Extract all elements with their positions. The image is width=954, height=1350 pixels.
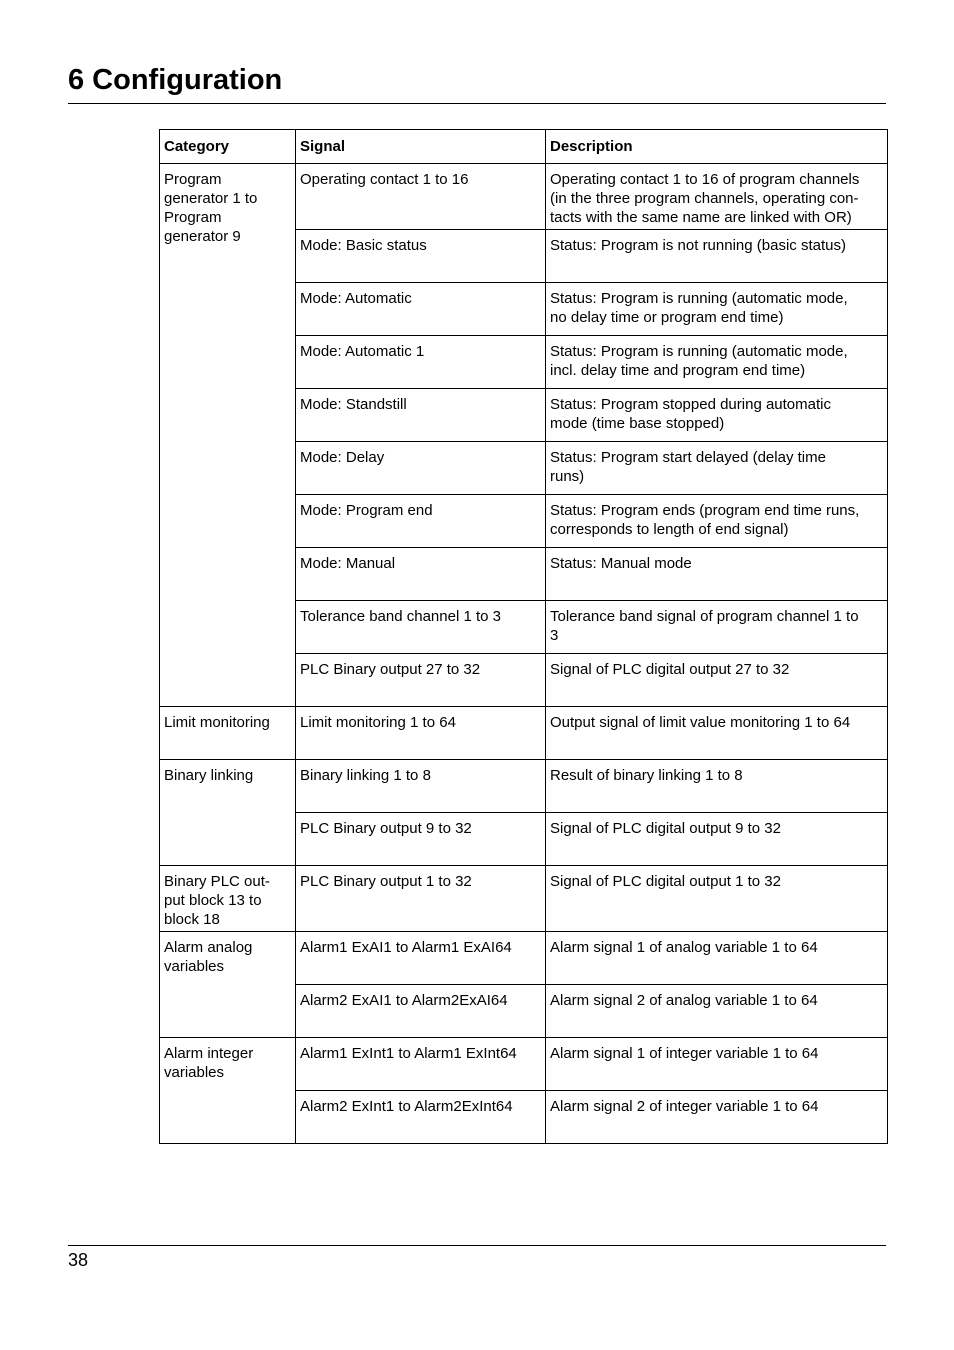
description-cell <box>546 389 888 442</box>
description-cell <box>546 1038 888 1091</box>
description-text: Status: Program is running (automatic mode, incl. delay time and program end time) <box>550 343 848 379</box>
category-cell <box>160 760 296 866</box>
category-cell <box>160 932 296 1038</box>
signal-cell: PLC Binary output 27 to 32 <box>296 654 546 707</box>
table-header-row <box>160 130 888 164</box>
description-text: Alarm signal 2 of integer variable 1 to 64 <box>550 1098 819 1115</box>
category-label: Program generator 1 to Program generator 9 <box>164 171 258 245</box>
description-cell <box>546 932 888 985</box>
category-cell <box>160 164 296 707</box>
description-text: Status: Program start delayed (delay time runs) <box>550 449 826 485</box>
category-cell <box>160 707 296 760</box>
description-text: Status: Program ends (program end time runs, corresponds to length of end signal) <box>550 502 860 538</box>
description-cell <box>546 283 888 336</box>
signal-cell: Operating contact 1 to 16 <box>296 164 546 230</box>
table-row <box>160 760 888 813</box>
table-row <box>160 866 888 932</box>
description-text: Status: Program stopped during automatic mode (time base stopped) <box>550 396 831 432</box>
description-cell <box>546 601 888 654</box>
table-row <box>160 707 888 760</box>
page-number: 38 <box>68 1250 89 1270</box>
description-text: Operating contact 1 to 16 of program channels (in the three program channels, operating con- tacts with the same name are linked with OR) <box>550 171 860 226</box>
description-text: Output signal of limit value monitoring 1 to 64 <box>550 714 851 731</box>
category-label: Alarm analog variables <box>164 939 253 975</box>
signal-cell: Mode: Delay <box>296 442 546 495</box>
signal-cell: Mode: Manual <box>296 548 546 601</box>
description-cell <box>546 548 888 601</box>
column-header-signal: Signal <box>296 130 546 164</box>
description-cell <box>546 442 888 495</box>
description-text: Alarm signal 1 of integer variable 1 to 64 <box>550 1045 819 1062</box>
description-cell <box>546 1091 888 1144</box>
column-header-category: Category <box>160 130 296 164</box>
signal-cell: PLC Binary output 1 to 32 <box>296 866 546 932</box>
signal-cell: Mode: Automatic <box>296 283 546 336</box>
description-cell <box>546 336 888 389</box>
header-divider <box>68 103 886 104</box>
footer-divider <box>68 1245 886 1246</box>
table-row <box>160 164 888 230</box>
category-cell <box>160 1038 296 1144</box>
description-text: Status: Manual mode <box>550 555 692 572</box>
description-cell <box>546 866 888 932</box>
signal-cell: Mode: Program end <box>296 495 546 548</box>
signal-cell: Mode: Automatic 1 <box>296 336 546 389</box>
description-text: Result of binary linking 1 to 8 <box>550 767 743 784</box>
signal-cell: Binary linking 1 to 8 <box>296 760 546 813</box>
description-text: Signal of PLC digital output 9 to 32 <box>550 820 781 837</box>
signal-cell: Alarm1 ExAI1 to Alarm1 ExAI64 <box>296 932 546 985</box>
category-label: Alarm integer variables <box>164 1045 254 1081</box>
signal-cell: Mode: Basic status <box>296 230 546 283</box>
category-label: Binary PLC out- put block 13 to block 18 <box>164 873 270 928</box>
category-label: Limit monitoring <box>164 714 270 731</box>
table-row <box>160 932 888 985</box>
description-text: Alarm signal 2 of analog variable 1 to 64 <box>550 992 818 1009</box>
signal-table <box>159 129 888 1144</box>
column-header-description: Description <box>546 130 888 164</box>
signal-cell: Alarm1 ExInt1 to Alarm1 ExInt64 <box>296 1038 546 1091</box>
description-cell <box>546 813 888 866</box>
description-text: Tolerance band signal of program channel 1 to 3 <box>550 608 859 644</box>
description-text: Alarm signal 1 of analog variable 1 to 64 <box>550 939 818 956</box>
description-text: Signal of PLC digital output 27 to 32 <box>550 661 790 678</box>
signal-cell: Alarm2 ExInt1 to Alarm2ExInt64 <box>296 1091 546 1144</box>
signal-cell: Limit monitoring 1 to 64 <box>296 707 546 760</box>
description-cell <box>546 164 888 230</box>
description-cell <box>546 230 888 283</box>
description-cell <box>546 654 888 707</box>
description-text: Status: Program is not running (basic status) <box>550 237 846 254</box>
signal-cell: Mode: Standstill <box>296 389 546 442</box>
signal-cell: PLC Binary output 9 to 32 <box>296 813 546 866</box>
signal-cell: Alarm2 ExAI1 to Alarm2ExAI64 <box>296 985 546 1038</box>
category-label: Binary linking <box>164 767 254 784</box>
description-text: Status: Program is running (automatic mode, no delay time or program end time) <box>550 290 848 326</box>
category-cell <box>160 866 296 932</box>
description-cell <box>546 985 888 1038</box>
description-cell <box>546 707 888 760</box>
table-row <box>160 1038 888 1091</box>
description-text: Signal of PLC digital output 1 to 32 <box>550 873 781 890</box>
signal-cell: Tolerance band channel 1 to 3 <box>296 601 546 654</box>
description-cell <box>546 760 888 813</box>
chapter-title: 6 Configuration <box>68 64 283 96</box>
description-cell <box>546 495 888 548</box>
